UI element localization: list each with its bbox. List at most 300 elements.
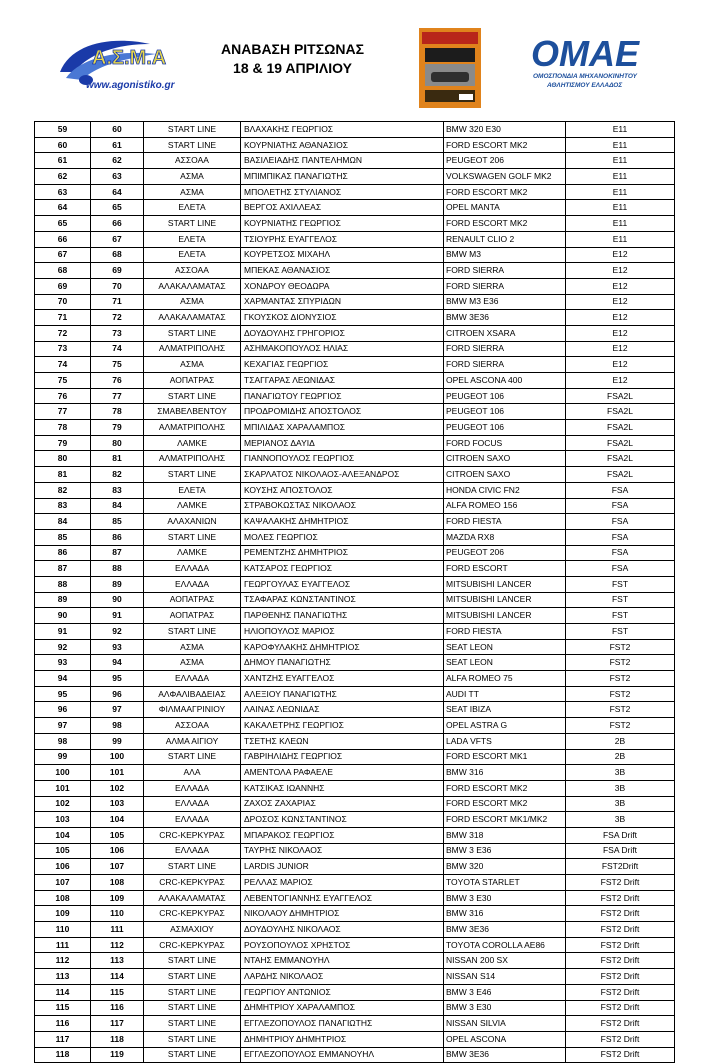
driver-name-cell: ΚΟΥΡΝΙΑΤΗΣ ΓΕΩΡΓΙΟΣ [241,216,444,232]
car-model-cell: OPEL ASTRA G [444,718,566,734]
club-cell: ΑΛΑΚΑΛΑΜΑΤΑΣ [144,310,241,326]
race-number-cell: 80 [91,435,144,451]
page-title [205,40,380,78]
car-model-cell: PEUGEOT 206 [444,153,566,169]
entry-order-cell: 73 [35,341,91,357]
race-number-cell: 81 [91,451,144,467]
car-model-cell: FORD ESCORT MK2 [444,796,566,812]
entry-order-cell: 92 [35,639,91,655]
race-number-cell: 118 [91,1031,144,1047]
car-class-cell: 3B [566,812,675,828]
club-cell: ΕΛΛΑΔΑ [144,561,241,577]
car-model-cell: FORD FIESTA [444,514,566,530]
entry-list-table [34,121,675,1063]
race-number-cell: 68 [91,247,144,263]
car-model-cell: SEAT IBIZA [444,702,566,718]
driver-name-cell: ΕΓΓΛΕΖΟΠΟΥΛΟΣ ΕΜΜΑΝΟΥΗΛ [241,1047,444,1063]
table-row [35,780,675,796]
entry-order-cell: 67 [35,247,91,263]
driver-name-cell: ΛΕΒΕΝΤΟΓΙΑΝΝΗΣ ΕΥΑΓΓΕΛΟΣ [241,890,444,906]
car-class-cell: FST2 Drift [566,906,675,922]
club-cell: CRC-ΚΕΡΚΥΡΑΣ [144,937,241,953]
car-class-cell: FST [566,608,675,624]
club-cell: ΑΛΜΑΤΡΙΠΟΛΗΣ [144,341,241,357]
car-model-cell: FORD FOCUS [444,435,566,451]
car-class-cell: FSA [566,561,675,577]
table-row [35,608,675,624]
driver-name-cell: ΒΑΣΙΛΕΙΑΔΗΣ ΠΑΝΤΕΛΗΜΩΝ [241,153,444,169]
entry-order-cell: 62 [35,169,91,185]
table-row [35,859,675,875]
driver-name-cell: ΜΠΙΜΠΙΚΑΣ ΠΑΝΑΓΙΩΤΗΣ [241,169,444,185]
entry-order-cell: 114 [35,984,91,1000]
entry-order-cell: 80 [35,451,91,467]
car-class-cell: E12 [566,373,675,389]
club-cell: START LINE [144,388,241,404]
entry-order-cell: 81 [35,467,91,483]
club-cell: ΑΣΜΑ [144,357,241,373]
club-cell: START LINE [144,137,241,153]
driver-name-cell: ΗΛΙΟΠΟΥΛΟΣ ΜΑΡΙΟΣ [241,624,444,640]
table-row [35,373,675,389]
table-row [35,843,675,859]
car-model-cell: BMW 320 E30 [444,122,566,138]
club-cell: CRC-ΚΕΡΚΥΡΑΣ [144,906,241,922]
club-cell: ΕΛΛΑΔΑ [144,576,241,592]
entry-order-cell: 102 [35,796,91,812]
table-row [35,765,675,781]
entry-order-cell: 97 [35,718,91,734]
car-model-cell: BMW 3 E30 [444,1000,566,1016]
driver-name-cell: ΚΑΤΣΑΡΟΣ ΓΕΩΡΓΙΟΣ [241,561,444,577]
table-row [35,576,675,592]
race-number-cell: 108 [91,875,144,891]
club-cell: CRC-ΚΕΡΚΥΡΑΣ [144,827,241,843]
table-row [35,561,675,577]
driver-name-cell: ΖΑΧΟΣ ΖΑΧΑΡΙΑΣ [241,796,444,812]
entry-order-cell: 83 [35,498,91,514]
car-model-cell: FORD ESCORT MK1/MK2 [444,812,566,828]
driver-name-cell: ΜΠΟΛΕΤΗΣ ΣΤΥΛΙΑΝΟΣ [241,184,444,200]
race-number-cell: 60 [91,122,144,138]
asma-logo-name: Α.Σ.Μ.Α [92,47,167,69]
car-class-cell: FSA [566,529,675,545]
table-row [35,263,675,279]
entry-order-cell: 113 [35,969,91,985]
car-class-cell: FST2 [566,686,675,702]
car-model-cell: CITROEN XSARA [444,325,566,341]
club-cell: START LINE [144,624,241,640]
car-class-cell: 2B [566,733,675,749]
table-row [35,655,675,671]
title-line-1: ΑΝΑΒΑΣΗ ΡΙΤΣΩΝΑΣ [221,41,364,57]
race-number-cell: 111 [91,922,144,938]
driver-name-cell: ΜΠΑΡΑΚΟΣ ΓΕΩΡΓΙΟΣ [241,827,444,843]
driver-name-cell: ΔΟΥΔΟΥΛΗΣ ΓΡΗΓΟΡΙΟΣ [241,325,444,341]
race-number-cell: 104 [91,812,144,828]
car-model-cell: MAZDA RX8 [444,529,566,545]
driver-name-cell: ΡΕΜΕΝΤΖΗΣ ΔΗΜΗΤΡΙΟΣ [241,545,444,561]
car-class-cell: FSA2L [566,420,675,436]
club-cell: ΑΣΜΑΧΙΟΥ [144,922,241,938]
club-cell: ΑΛΑΚΑΛΑΜΑΤΑΣ [144,890,241,906]
race-number-cell: 92 [91,624,144,640]
driver-name-cell: ΚΟΥΡΕΤΣΟΣ ΜΙΧΑΗΛ [241,247,444,263]
club-cell: ΑΟΠΑΤΡΑΣ [144,592,241,608]
entry-order-cell: 106 [35,859,91,875]
table-row [35,435,675,451]
entry-order-cell: 70 [35,294,91,310]
car-model-cell: FORD SIERRA [444,341,566,357]
car-class-cell: E12 [566,278,675,294]
car-class-cell: FST2 [566,639,675,655]
car-model-cell: FORD SIERRA [444,357,566,373]
table-row [35,592,675,608]
car-class-cell: FST2 Drift [566,953,675,969]
car-class-cell: E12 [566,263,675,279]
race-number-cell: 93 [91,639,144,655]
table-row [35,1031,675,1047]
car-class-cell: E11 [566,216,675,232]
table-row [35,341,675,357]
table-row [35,624,675,640]
entry-order-cell: 84 [35,514,91,530]
driver-name-cell: ΔΗΜΗΤΡΙΟΥ ΔΗΜΗΤΡΙΟΣ [241,1031,444,1047]
table-row [35,984,675,1000]
car-model-cell: NISSAN S14 [444,969,566,985]
driver-name-cell: ΠΑΝΑΓΙΩΤΟΥ ΓΕΩΡΓΙΟΣ [241,388,444,404]
car-class-cell: FSA [566,482,675,498]
table-row [35,1000,675,1016]
table-row [35,278,675,294]
driver-name-cell: ΑΛΕΞΙΟΥ ΠΑΝΑΓΙΩΤΗΣ [241,686,444,702]
car-class-cell: FST2 [566,718,675,734]
race-number-cell: 100 [91,749,144,765]
driver-name-cell: ΠΡΟΔΡΟΜΙΔΗΣ ΑΠΟΣΤΟΛΟΣ [241,404,444,420]
driver-name-cell: ΔΗΜΗΤΡΙΟΥ ΧΑΡΑΛΑΜΠΟΣ [241,1000,444,1016]
car-model-cell: PEUGEOT 106 [444,404,566,420]
car-class-cell: FSA [566,514,675,530]
driver-name-cell: ΜΠΕΚΑΣ ΑΘΑΝΑΣΙΟΣ [241,263,444,279]
car-model-cell: OPEL ASCONA [444,1031,566,1047]
car-model-cell: FORD ESCORT MK1 [444,749,566,765]
driver-name-cell: ΜΕΡΙΑΝΟΣ ΔΑΥΙΔ [241,435,444,451]
club-cell: ΑΟΠΑΤΡΑΣ [144,373,241,389]
entry-order-cell: 76 [35,388,91,404]
car-model-cell: MITSUBISHI LANCER [444,608,566,624]
entry-order-cell: 69 [35,278,91,294]
race-number-cell: 85 [91,514,144,530]
club-cell: START LINE [144,1047,241,1063]
car-model-cell: BMW 320 [444,859,566,875]
car-class-cell: E12 [566,325,675,341]
table-row [35,545,675,561]
club-cell: ΑΣΜΑ [144,639,241,655]
car-model-cell: SEAT LEON [444,655,566,671]
car-model-cell: RENAULT CLIO 2 [444,231,566,247]
club-cell: ΕΛΛΑΔΑ [144,843,241,859]
race-number-cell: 110 [91,906,144,922]
car-class-cell: E12 [566,341,675,357]
table-row [35,733,675,749]
club-cell: START LINE [144,969,241,985]
club-cell: ΣΜΑΒΕΛΒΕΝΤΟΥ [144,404,241,420]
event-poster-image [419,28,481,108]
table-row [35,890,675,906]
table-row [35,1047,675,1063]
driver-name-cell: ΣΤΡΑΒΟΚΩΣΤΑΣ ΝΙΚΟΛΑΟΣ [241,498,444,514]
table-row [35,482,675,498]
entry-order-cell: 107 [35,875,91,891]
race-number-cell: 75 [91,357,144,373]
entry-order-cell: 99 [35,749,91,765]
driver-name-cell: ΓΕΩΡΓΟΥΛΑΣ ΕΥΑΓΓΕΛΟΣ [241,576,444,592]
driver-name-cell: ΓΙΑΝΝΟΠΟΥΛΟΣ ΓΕΩΡΓΙΟΣ [241,451,444,467]
driver-name-cell: ΔΡΟΣΟΣ ΚΩΝΣΤΑΝΤΙΝΟΣ [241,812,444,828]
entry-list-body [35,122,675,1063]
race-number-cell: 72 [91,310,144,326]
car-class-cell: FST2 Drift [566,890,675,906]
race-number-cell: 64 [91,184,144,200]
car-model-cell: BMW M3 [444,247,566,263]
club-cell: CRC-ΚΕΡΚΥΡΑΣ [144,875,241,891]
entry-order-cell: 82 [35,482,91,498]
driver-name-cell: LARDIS JUNIOR [241,859,444,875]
driver-name-cell: ΧΑΡΜΑΝΤΑΣ ΣΠΥΡΙΔΩΝ [241,294,444,310]
car-model-cell: TOYOTA STARLET [444,875,566,891]
race-number-cell: 106 [91,843,144,859]
club-cell: START LINE [144,984,241,1000]
entry-order-cell: 66 [35,231,91,247]
car-model-cell: NISSAN SILVIA [444,1016,566,1032]
club-cell: ΑΛΜΑΤΡΙΠΟΛΗΣ [144,451,241,467]
race-number-cell: 101 [91,765,144,781]
club-cell: ΕΛΕΤΑ [144,247,241,263]
car-model-cell: FORD ESCORT MK2 [444,184,566,200]
table-row [35,404,675,420]
table-row [35,498,675,514]
omae-logo [527,34,667,94]
car-class-cell: FST2 Drift [566,984,675,1000]
car-model-cell: BMW 316 [444,765,566,781]
race-number-cell: 89 [91,576,144,592]
car-model-cell: BMW 3 E46 [444,984,566,1000]
entry-order-cell: 59 [35,122,91,138]
car-model-cell: BMW 3E36 [444,922,566,938]
driver-name-cell: ΝΙΚΟΛΑΟΥ ΔΗΜΗΤΡΙΟΣ [241,906,444,922]
car-model-cell: BMW 318 [444,827,566,843]
table-row [35,796,675,812]
driver-name-cell: ΛΑΡΔΗΣ ΝΙΚΟΛΑΟΣ [241,969,444,985]
race-number-cell: 116 [91,1000,144,1016]
race-number-cell: 119 [91,1047,144,1063]
car-class-cell: E11 [566,169,675,185]
race-number-cell: 70 [91,278,144,294]
race-number-cell: 77 [91,388,144,404]
club-cell: START LINE [144,749,241,765]
car-model-cell: BMW 3 E30 [444,890,566,906]
race-number-cell: 63 [91,169,144,185]
race-number-cell: 94 [91,655,144,671]
race-number-cell: 71 [91,294,144,310]
omae-logo-subtitle-2: ΑΘΛΗΤΙΣΜΟΥ ΕΛΛΑΔΟΣ [547,82,623,89]
car-model-cell: SEAT LEON [444,639,566,655]
driver-name-cell: ΧΟΝΔΡΟΥ ΘΕΟΔΩΡΑ [241,278,444,294]
table-row [35,325,675,341]
entry-order-cell: 61 [35,153,91,169]
entry-order-cell: 100 [35,765,91,781]
club-cell: START LINE [144,1031,241,1047]
club-cell: ΦΙΛΜΑΑΓΡΙΝΙΟΥ [144,702,241,718]
race-number-cell: 105 [91,827,144,843]
entry-order-cell: 93 [35,655,91,671]
race-number-cell: 96 [91,686,144,702]
car-model-cell: CITROEN SAXO [444,451,566,467]
entry-order-cell: 90 [35,608,91,624]
driver-name-cell: ΠΑΡΘΕΝΗΣ ΠΑΝΑΓΙΩΤΗΣ [241,608,444,624]
car-model-cell: FORD ESCORT MK2 [444,216,566,232]
table-row [35,451,675,467]
entry-order-cell: 89 [35,592,91,608]
table-row [35,420,675,436]
driver-name-cell: ΚΟΥΡΝΙΑΤΗΣ ΑΘΑΝΑΣΙΟΣ [241,137,444,153]
race-number-cell: 99 [91,733,144,749]
entry-order-cell: 94 [35,671,91,687]
table-row [35,718,675,734]
car-class-cell: FSA2L [566,388,675,404]
club-cell: ΕΛΕΤΑ [144,200,241,216]
table-row [35,529,675,545]
driver-name-cell: ΤΑΥΡΗΣ ΝΙΚΟΛΑΟΣ [241,843,444,859]
table-row [35,749,675,765]
entry-order-cell: 112 [35,953,91,969]
race-number-cell: 102 [91,780,144,796]
club-cell: START LINE [144,325,241,341]
car-class-cell: E11 [566,153,675,169]
entry-order-cell: 65 [35,216,91,232]
race-number-cell: 76 [91,373,144,389]
race-number-cell: 112 [91,937,144,953]
race-number-cell: 78 [91,404,144,420]
race-number-cell: 115 [91,984,144,1000]
table-row [35,827,675,843]
entry-order-cell: 74 [35,357,91,373]
table-row [35,169,675,185]
car-class-cell: FST2 Drift [566,937,675,953]
car-model-cell: BMW 3E36 [444,310,566,326]
entry-order-cell: 75 [35,373,91,389]
entry-order-cell: 63 [35,184,91,200]
club-cell: START LINE [144,467,241,483]
car-model-cell: ALFA ROMEO 75 [444,671,566,687]
car-class-cell: FST2 Drift [566,1031,675,1047]
driver-name-cell: ΑΣΗΜΑΚΟΠΟΥΛΟΣ ΗΛΙΑΣ [241,341,444,357]
driver-name-cell: ΛΑΙΝΑΣ ΛΕΩΝΙΔΑΣ [241,702,444,718]
driver-name-cell: ΚΑΤΣΙΚΑΣ ΙΩΑΝΝΗΣ [241,780,444,796]
club-cell: ΛΑΜΚΕ [144,545,241,561]
car-class-cell: FSA2L [566,467,675,483]
car-class-cell: FSA2L [566,451,675,467]
driver-name-cell: ΧΑΝΤΖΗΣ ΕΥΑΓΓΕΛΟΣ [241,671,444,687]
race-number-cell: 79 [91,420,144,436]
race-number-cell: 61 [91,137,144,153]
driver-name-cell: ΤΣΑΦΑΡΑΣ ΚΩΝΣΤΑΝΤΙΝΟΣ [241,592,444,608]
driver-name-cell: ΓΕΩΡΓΙΟΥ ΑΝΤΩΝΙΟΣ [241,984,444,1000]
club-cell: ΑΟΠΑΤΡΑΣ [144,608,241,624]
race-number-cell: 87 [91,545,144,561]
asma-logo [52,28,202,100]
entry-order-cell: 60 [35,137,91,153]
club-cell: START LINE [144,1000,241,1016]
club-cell: ΑΣΣΟΑΑ [144,263,241,279]
car-class-cell: E11 [566,122,675,138]
race-number-cell: 65 [91,200,144,216]
driver-name-cell: ΡΕΛΛΑΣ ΜΑΡΙΟΣ [241,875,444,891]
car-class-cell: FST2 Drift [566,1016,675,1032]
car-model-cell: MITSUBISHI LANCER [444,592,566,608]
driver-name-cell: ΝΤΑΗΣ ΕΜΜΑΝΟΥΗΛ [241,953,444,969]
race-number-cell: 98 [91,718,144,734]
entry-order-cell: 109 [35,906,91,922]
entry-order-cell: 105 [35,843,91,859]
table-row [35,231,675,247]
car-model-cell: BMW 3 E36 [444,843,566,859]
table-row [35,922,675,938]
driver-name-cell: ΚΑΚΑΛΕΤΡΗΣ ΓΕΩΡΓΙΟΣ [241,718,444,734]
entry-order-cell: 103 [35,812,91,828]
driver-name-cell: ΚΑΨΑΛΑΚΗΣ ΔΗΜΗΤΡΙΟΣ [241,514,444,530]
race-number-cell: 66 [91,216,144,232]
car-model-cell: BMW M3 E36 [444,294,566,310]
race-number-cell: 88 [91,561,144,577]
driver-name-cell: ΒΛΑΧΑΚΗΣ ΓΕΩΡΓΙΟΣ [241,122,444,138]
table-row [35,686,675,702]
car-class-cell: FST2 [566,702,675,718]
table-row [35,294,675,310]
car-class-cell: FST2 Drift [566,922,675,938]
race-number-cell: 95 [91,671,144,687]
table-row [35,906,675,922]
car-model-cell: FORD ESCORT MK2 [444,137,566,153]
car-model-cell: OPEL ASCONA 400 [444,373,566,389]
race-number-cell: 67 [91,231,144,247]
race-number-cell: 90 [91,592,144,608]
car-model-cell: ALFA ROMEO 156 [444,498,566,514]
car-class-cell: FST2 Drift [566,1047,675,1063]
club-cell: ΕΛΛΑΔΑ [144,780,241,796]
car-model-cell: CITROEN SAXO [444,467,566,483]
entry-order-cell: 77 [35,404,91,420]
page-header [0,0,720,118]
driver-name-cell: ΚΑΡΟΦΥΛΑΚΗΣ ΔΗΜΗΤΡΙΟΣ [241,639,444,655]
table-row [35,137,675,153]
entry-order-cell: 115 [35,1000,91,1016]
race-number-cell: 84 [91,498,144,514]
entry-order-cell: 71 [35,310,91,326]
table-row [35,467,675,483]
club-cell: ΕΛΛΑΔΑ [144,796,241,812]
club-cell: ΕΛΛΑΔΑ [144,812,241,828]
car-class-cell: FSA [566,545,675,561]
club-cell: ΛΑΜΚΕ [144,435,241,451]
car-model-cell: FORD FIESTA [444,624,566,640]
club-cell: ΑΣΜΑ [144,294,241,310]
entry-order-cell: 116 [35,1016,91,1032]
driver-name-cell: ΔΟΥΔΟΥΛΗΣ ΝΙΚΟΛΑΟΣ [241,922,444,938]
car-model-cell: VOLKSWAGEN GOLF MK2 [444,169,566,185]
race-number-cell: 117 [91,1016,144,1032]
driver-name-cell: ΡΟΥΣΟΠΟΥΛΟΣ ΧΡΗΣΤΟΣ [241,937,444,953]
